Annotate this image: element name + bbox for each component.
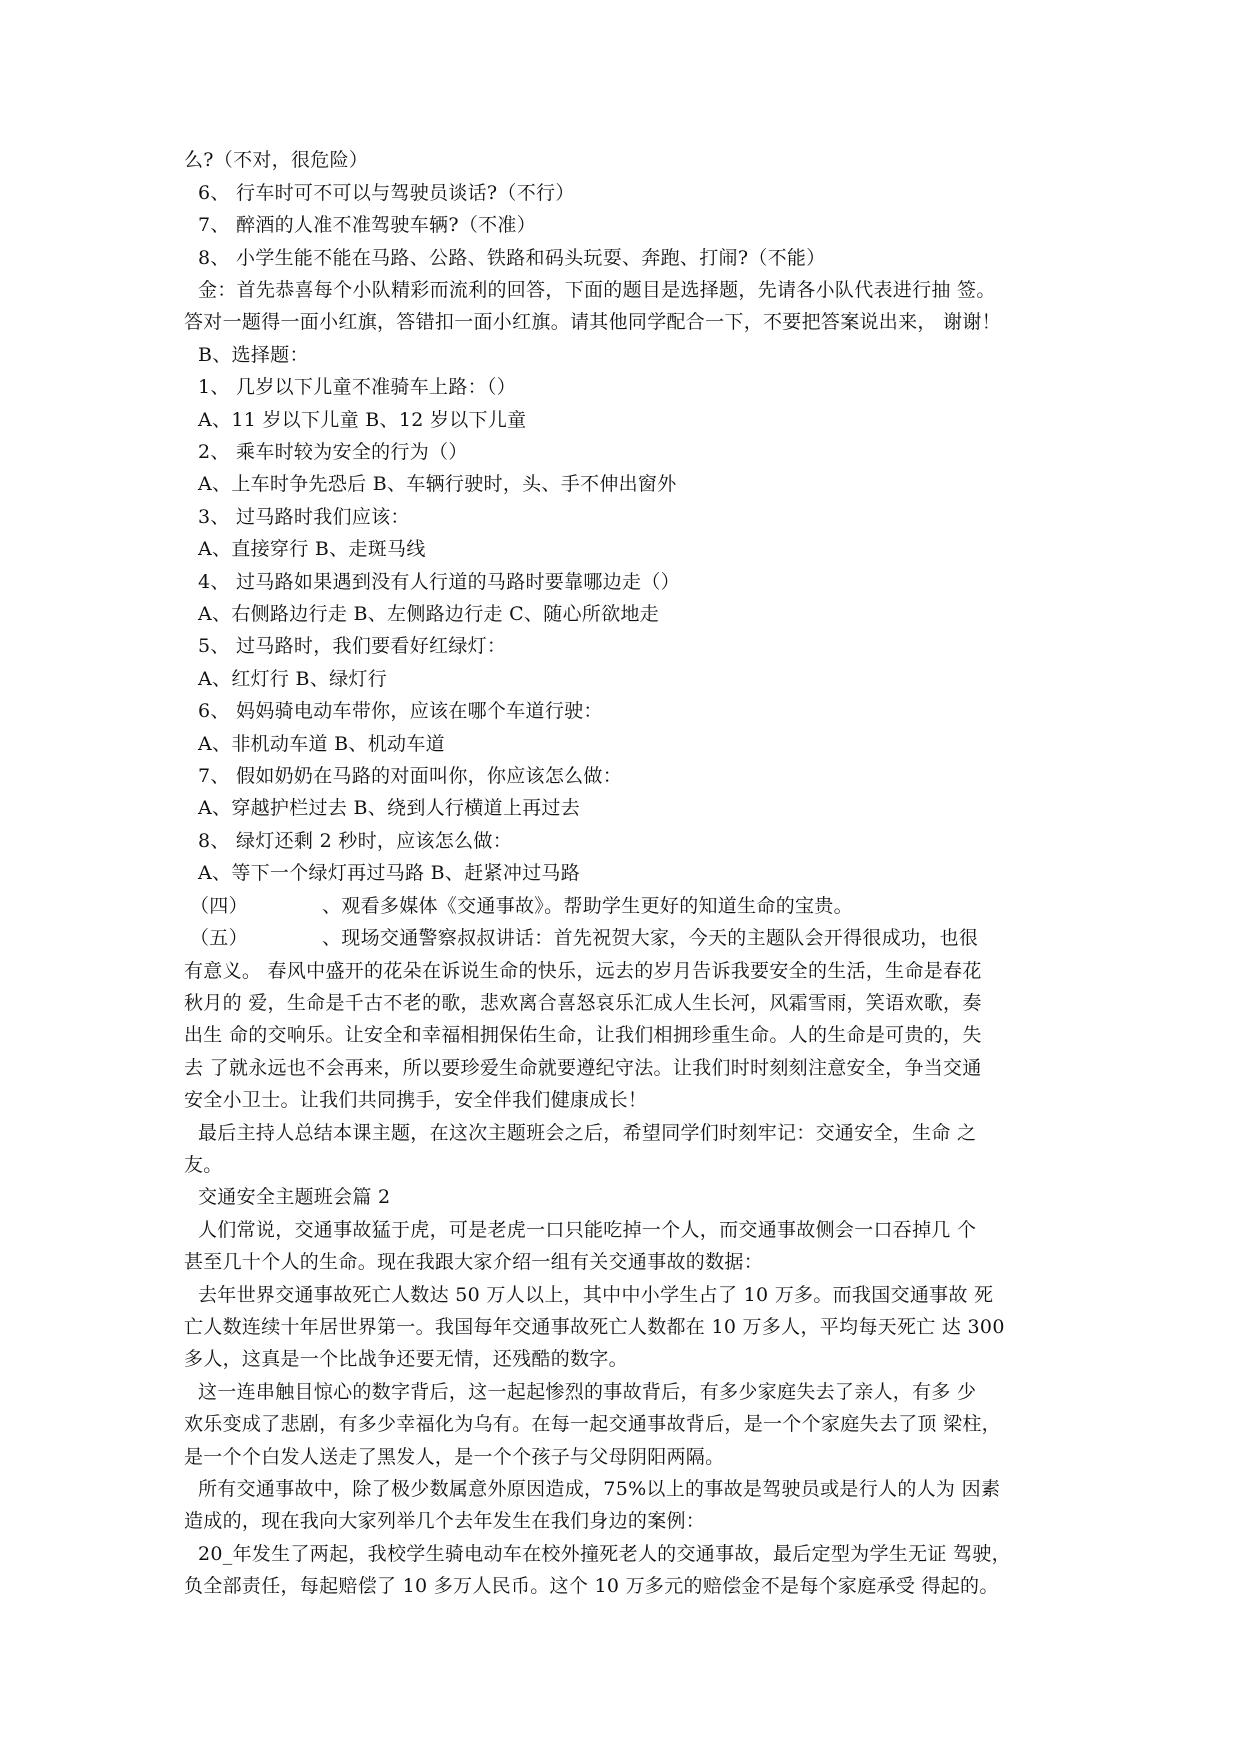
answer-options: A、11 岁以下儿童 B、12 岁以下儿童 (198, 409, 527, 431)
step-label: （五） (190, 927, 248, 949)
text-line: 多人，这真是一个比战争还要无情，还残酷的数字。 (184, 1348, 628, 1370)
text-line: 出生 命的交响乐。让安全和幸福相拥保佑生命，让我们相拥珍重生命。人的生命是可贵的，失 (184, 1024, 982, 1046)
section-heading: B、选择题： (198, 344, 309, 366)
question-line: 8、 绿灯还剩 2 秒时，应该怎么做： (198, 830, 512, 852)
step-label: （四） (190, 895, 248, 917)
answer-options: A、直接穿行 B、走斑马线 (198, 538, 426, 560)
text-line: 友。 (184, 1154, 223, 1176)
text-line: 甚至几十个人的生命。现在我跟大家介绍一组有关交通事故的数据： (184, 1251, 764, 1273)
text-line: 负全部责任，每起赔偿了 10 多万人民币。这个 10 万多元的赔偿金不是每个家庭承受 得起的。 (184, 1575, 999, 1597)
text-line: 、现场交通警察叔叔讲话：首先祝贺大家，今天的主题队会开得很成功，也很 (322, 927, 979, 949)
text-line: 金：首先恭喜每个小队精彩而流利的回答，下面的题目是选择题，先请各小队代表进行抽 签。 (198, 279, 996, 301)
question-line: 6、 妈妈骑电动车带你，应该在哪个车道行驶： (198, 700, 603, 722)
answer-options: A、上车时争先恐后 B、车辆行驶时，头、手不伸出窗外 (198, 473, 677, 495)
question-line: 3、 过马路时我们应该： (198, 506, 410, 528)
answer-options: A、红灯行 B、绿灯行 (198, 668, 388, 690)
text-line: 么?（不对，很危险） (184, 149, 369, 171)
text-line: 6、 行车时可不可以与驾驶员谈话?（不行） (198, 182, 575, 204)
text-line: 有意义。 春风中盛开的花朵在诉说生命的快乐，远去的岁月告诉我要安全的生活，生命是春花 (184, 960, 982, 982)
question-line: 4、 过马路如果遇到没有人行道的马路时要靠哪边走（） (198, 571, 680, 593)
question-line: 7、 假如奶奶在马路的对面叫你，你应该怎么做： (198, 765, 623, 787)
text-line: 亡人数连续十年居世界第一。我国每年交通事故死亡人数都在 10 万多人，平均每天死亡 达 300 (184, 1316, 1005, 1338)
text-line: 最后主持人总结本课主题，在这次主题班会之后，希望同学们时刻牢记：交通安全，生命 之 (198, 1122, 977, 1144)
text-line: 人们常说，交通事故猛于虎，可是老虎一口只能吃掉一个人，而交通事故侧会一口吞掉几 个 (198, 1219, 977, 1241)
question-line: 1、 几岁以下儿童不准骑车上路：（） (198, 376, 517, 398)
text-line: 去年世界交通事故死亡人数达 50 万人以上，其中中小学生占了 10 万多。而我国交通事故 死 (198, 1284, 994, 1306)
answer-options: A、穿越护栏过去 B、绕到人行横道上再过去 (198, 797, 581, 819)
text-line: 欢乐变成了悲剧，有多少幸福化为乌有。在每一起交通事故背后，是一个个家庭失去了顶 梁柱， (184, 1413, 1001, 1435)
answer-options: A、非机动车道 B、机动车道 (198, 733, 445, 755)
text-line: 7、 醉酒的人准不准驾驶车辆?（不准） (198, 214, 537, 236)
text-line: 安全小卫士。让我们共同携手，安全伴我们健康成长！ (184, 1089, 648, 1111)
answer-options: A、等下一个绿灯再过马路 B、赶紧冲过马路 (198, 862, 581, 884)
section-title: 交通安全主题班会篇 2 (198, 1186, 391, 1208)
answer-options: A、右侧路边行走 B、左侧路边行走 C、随心所欲地走 (198, 603, 660, 625)
text-line: 、观看多媒体《交通事故》。帮助学生更好的知道生命的宝贵。 (322, 895, 853, 917)
text-line: 20_年发生了两起，我校学生骑电动车在校外撞死老人的交通事故，最后定型为学生无证 驾驶， (198, 1543, 1011, 1565)
question-line: 5、 过马路时，我们要看好红绿灯： (198, 635, 507, 657)
question-line: 2、 乘车时较为安全的行为（） (198, 441, 468, 463)
text-line: 去 了就永远也不会再来，所以要珍爱生命就要遵纪守法。让我们时时刻刻注意安全，争当交通 (184, 1057, 982, 1079)
text-line: 造成的，现在我向大家列举几个去年发生在我们身边的案例： (184, 1510, 706, 1532)
text-line: 所有交通事故中，除了极少数属意外原因造成，75%以上的事故是驾驶员或是行人的人为 因素 (198, 1478, 1001, 1500)
text-line: 是一个个白发人送走了黑发人，是一个个孩子与父母阴阳两隔。 (184, 1446, 725, 1468)
text-line: 这一连串触目惊心的数字背后，这一起起惨烈的事故背后，有多少家庭失去了亲人，有多 少 (198, 1381, 977, 1403)
text-line: 8、 小学生能不能在马路、公路、铁路和码头玩耍、奔跑、打闹?（不能） (198, 247, 826, 269)
text-line: 答对一题得一面小红旗，答错扣一面小红旗。请其他同学配合一下，不要把答案说出来， 谢谢！ (184, 311, 1001, 333)
text-line: 秋月的 爱，生命是千古不老的歌，悲欢离合喜怒哀乐汇成人生长河，风霜雪雨，笑语欢歌，奏 (184, 992, 982, 1014)
